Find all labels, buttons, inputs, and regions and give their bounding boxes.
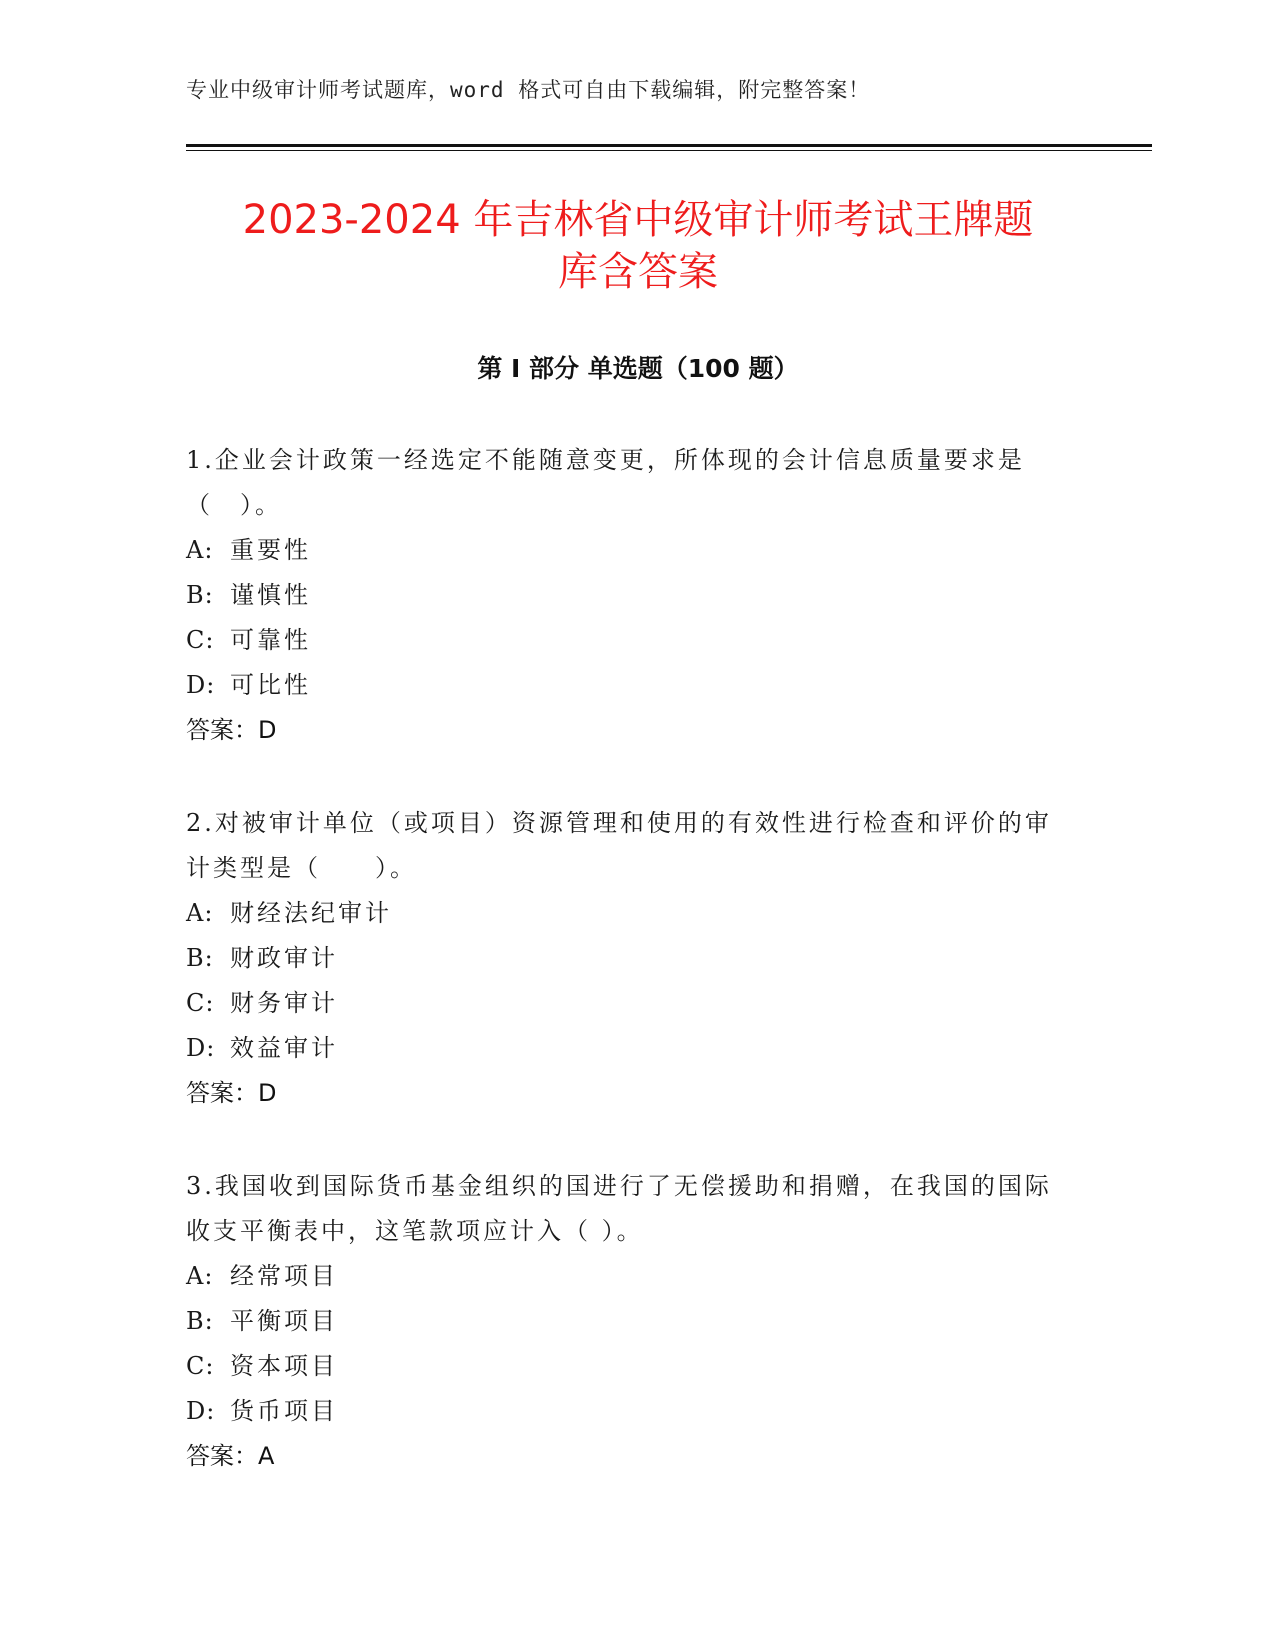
section-heading: 第 I 部分 单选题（100 题） (477, 354, 799, 383)
option-key: B: (186, 1307, 214, 1335)
option-c (186, 1344, 1066, 1389)
option-key: C: (186, 989, 215, 1017)
option-text: 财务审计 (230, 989, 338, 1017)
document-title-line2: 库含答案 (558, 249, 718, 295)
option-text: 重要性 (230, 536, 311, 564)
option-a (186, 528, 1066, 573)
option-d (186, 1026, 1066, 1071)
option-c (186, 618, 1066, 663)
option-key: D: (186, 1397, 216, 1425)
option-key: A: (186, 1262, 214, 1290)
question-1 (186, 438, 1066, 753)
option-key: C: (186, 1352, 215, 1380)
option-key: A: (186, 899, 214, 927)
option-text: 效益审计 (230, 1034, 338, 1062)
header-note: 专业中级审计师考试题库，word 格式可自由下载编辑，附完整答案！ (186, 78, 871, 102)
option-text: 财经法纪审计 (230, 899, 392, 927)
option-text: 资本项目 (230, 1352, 338, 1380)
question-stem: 2.对被审计单位（或项目）资源管理和使用的有效性进行检查和评价的审计类型是（ ）。 (186, 809, 1052, 882)
option-key: B: (186, 944, 214, 972)
option-a (186, 1254, 1066, 1299)
question-3 (186, 1164, 1066, 1479)
option-d (186, 1389, 1066, 1434)
option-key: D: (186, 671, 216, 699)
option-a (186, 891, 1066, 936)
option-key: A: (186, 536, 214, 564)
answer: 答案：D (186, 716, 277, 744)
option-text: 可比性 (230, 671, 311, 699)
option-text: 可靠性 (230, 626, 311, 654)
option-key: B: (186, 581, 214, 609)
option-text: 货币项目 (230, 1397, 338, 1425)
option-b (186, 1299, 1066, 1344)
question-stem: 1.企业会计政策一经选定不能随意变更，所体现的会计信息质量要求是（ ）。 (186, 446, 1025, 519)
question-list (186, 438, 1066, 1527)
option-d (186, 663, 1066, 708)
document-title-line1: 2023-2024 年吉林省中级审计师考试王牌题 (242, 197, 1034, 243)
option-text: 平衡项目 (230, 1307, 338, 1335)
header-rule-thick (186, 144, 1152, 147)
answer: 答案：D (186, 1079, 277, 1107)
option-key: D: (186, 1034, 216, 1062)
document-title (186, 194, 1090, 298)
option-text: 谨慎性 (230, 581, 311, 609)
question-2 (186, 801, 1066, 1116)
option-text: 财政审计 (230, 944, 338, 972)
question-stem: 3.我国收到国际货币基金组织的国进行了无偿援助和捐赠，在我国的国际收支平衡表中，这笔款项应计入（ ）。 (186, 1172, 1052, 1245)
option-c (186, 981, 1066, 1026)
answer: 答案：A (186, 1442, 275, 1470)
option-b (186, 936, 1066, 981)
header-rule-thin (186, 150, 1152, 151)
option-key: C: (186, 626, 215, 654)
option-b (186, 573, 1066, 618)
option-text: 经常项目 (230, 1262, 338, 1290)
